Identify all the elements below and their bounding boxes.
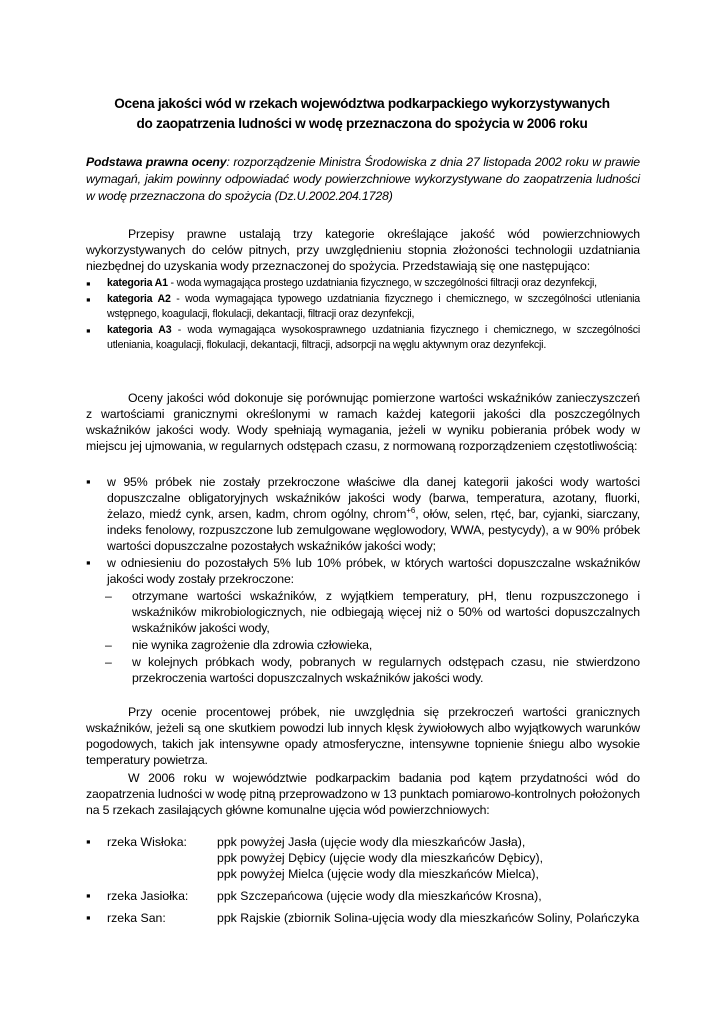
- category-list: [86, 276, 640, 353]
- paragraph-2006-survey: W 2006 roku w województwie podkarpackim badania pod kątem przydatności wód do zaopatrzenia ludności w wodę pitną przeprowadzono w 13 punktach pomiarowo-kontrolnych położonych na 5 rzekach zasilających główne komunalne ujęcia wód powierzchniowych:: [86, 771, 640, 817]
- monitoring-point: ppk powyżej Dębicy (ujęcie wody dla mieszkańców Dębicy),: [217, 851, 543, 865]
- category-name: kategoria A3: [107, 324, 172, 336]
- condition-item-95-percent: [86, 474, 640, 554]
- category-description: - woda wymagająca typowego uzdatniania fizycznego i chemicznego, w szczególności utleniania wstępnego, koagulacji, flokulacji, dekantacji, filtracji oraz dezynfekcji,: [107, 293, 640, 320]
- river-item-jasiolka: [86, 888, 646, 904]
- category-item-a3: [86, 323, 640, 353]
- list-bullet: ▪: [86, 888, 91, 903]
- condition-text: , ołów, selen, rtęć, bar, cyjanki, siarczany, indeks fenolowy, rozpuszczone lub zemulgowane węglowodory, WWA, pestycydy), a w 90% próbek wartości dopuszczalne pozostałych wskaźników jakości wody;: [107, 507, 640, 553]
- paragraph-categories-intro: Przepisy prawne ustalają trzy kategorie określające jakość wód powierzchniowych wykorzystywanych do celów pitnych, przy uwzględnieniu stopnia złożoności technologii uzdatniania niezbędnej do uzyskania wody przeznaczonej do spożycia. Przedstawiają się one następująco:: [86, 227, 640, 273]
- list-bullet: ▪: [86, 834, 91, 849]
- monitoring-point: ppk Szczepańcowa (ujęcie wody dla mieszkańców Krosna),: [217, 889, 542, 903]
- category-item-a2: [86, 292, 640, 322]
- category-item-a1: [86, 276, 640, 291]
- title-line-1: Ocena jakości wód w rzekach województwa podkarpackiego wykorzystywanych: [114, 96, 610, 111]
- river-item-san: [86, 910, 646, 926]
- document-title: [60, 94, 664, 134]
- monitoring-point: ppk powyżej Jasła (ujęcie wody dla mieszkańców Jasła),: [217, 835, 526, 849]
- title-line-2: do zaopatrzenia ludności w wodę przeznaczona do spożycia w 2006 roku: [136, 116, 588, 131]
- paragraph-assessment: Oceny jakości wód dokonuje się porównując pomierzone wartości wskaźników zanieczyszczeń z wartościami granicznymi określonymi w ramach każdej kategorii jakości dla poszczególnych wskaźników jakości wody. Wody spełniają wymagania, jeżeli w wyniku pobierania próbek wody w miejscu jej ujmowania, w regularnych odstępach czasu, z normowaną rozporządzeniem częstotliwością:: [86, 391, 640, 453]
- chromium-superscript: +6: [406, 506, 416, 515]
- condition-item-remaining: [86, 555, 640, 686]
- list-bullet: ▪: [86, 910, 91, 925]
- river-list: [86, 834, 646, 930]
- category-name: kategoria A1: [107, 277, 168, 289]
- category-description: - woda wymagająca prostego uzdatniania fizycznego, w szczególności filtracji oraz dezynfekcji,: [167, 277, 597, 289]
- monitoring-point: ppk Rajskie (zbiornik Solina-ujęcia wody dla mieszkańców Soliny, Polańczyka: [217, 911, 640, 925]
- river-name: rzeka Jasiołka:: [107, 889, 189, 903]
- monitoring-point: ppk powyżej Mielca (ujęcie wody dla mieszkańców Mielca),: [217, 867, 539, 881]
- legal-basis: [86, 154, 640, 205]
- river-name: rzeka Wisłoka:: [107, 835, 187, 849]
- legal-basis-label: Podstawa prawna oceny: [86, 155, 227, 169]
- condition-text: w 95% próbek nie zostały przekroczone właściwe dla danej kategorii jakości wody wartości dopuszczalne obligatoryjnych wskaźników jakości wody (barwa, temperatura, azotany, fluorki, żelazo, miedź cynk, arsen, kadm, chrom ogólny, chrom: [107, 475, 640, 521]
- sub-condition-item: – nie wynika zagrożenie dla zdrowia człowieka,: [105, 637, 640, 653]
- category-description: - woda wymagająca wysokosprawnego uzdatniania fizycznego i chemicznego, w szczególności utleniania, koagulacji, flokulacji, dekantacji, filtracji, adsorpcji na węglu aktywnym oraz dezynfekcji.: [107, 324, 641, 351]
- sub-condition-item: – w kolejnych próbkach wody, pobranych w regularnych odstępach czasu, nie stwierdzono przekroczenia wartości dopuszczalnych wskaźników jakości wody.: [105, 654, 640, 686]
- category-name: kategoria A2: [107, 293, 171, 305]
- legal-basis-text: : rozporządzenie Ministra Środowiska z dnia 27 listopada 2002 roku w prawie wymagań, jakim powinny odpowiadać wody powierzchniowe wykorzystywane do zaopatrzenia ludności w wodę przeznaczona do spożycia (Dz.U.2002.204.1728): [86, 155, 640, 203]
- condition-text: w odniesieniu do pozostałych 5% lub 10% próbek, w których wartości dopuszczalne wskaźników jakości wody zostały przekroczone:: [107, 556, 640, 586]
- river-name: rzeka San:: [107, 911, 166, 925]
- river-item-wisloka: [86, 834, 646, 882]
- paragraph-exceptions: Przy ocenie procentowej próbek, nie uwzględnia się przekroczeń wartości granicznych wskaźników, jeżeli są one skutkiem powodzi lub innych klęsk żywiołowych albo wyjątkowych warunków pogodowych, takich jak intensywne opady atmosferyczne, intensywne topnienie śniegu albo wysokie temperatury powietrza.: [86, 705, 640, 767]
- sub-condition-item: – otrzymane wartości wskaźników, z wyjątkiem temperatury, pH, tlenu rozpuszczonego i wskaźników mikrobiologicznych, nie odbiegają więcej niż o 50% od wartości dopuszczalnych wskaźników jakości wody,: [105, 588, 640, 636]
- conditions-list: [86, 474, 640, 686]
